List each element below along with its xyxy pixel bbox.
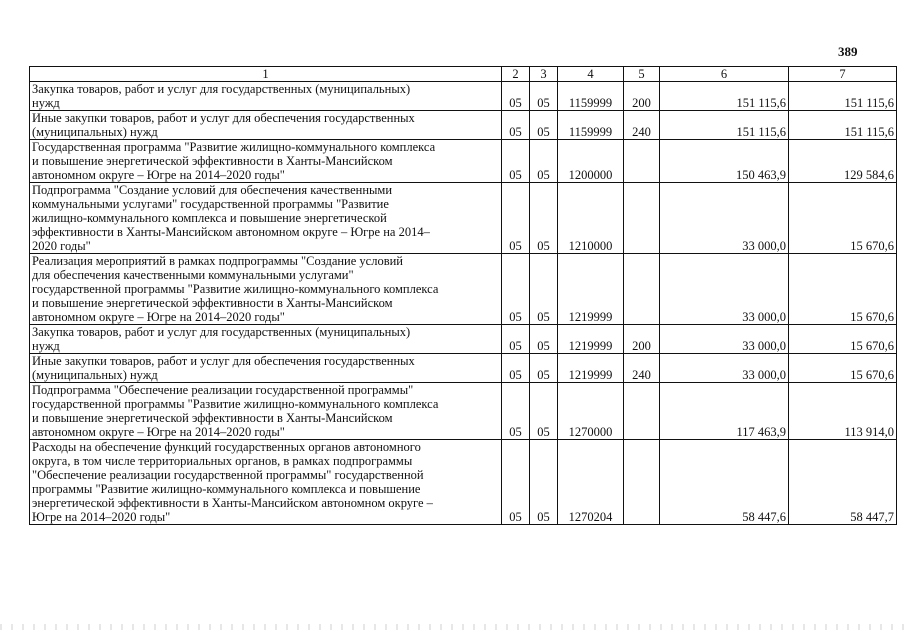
col-header-1: 1 [30, 67, 502, 82]
header-row [30, 67, 897, 82]
row-amount-2: 15 670,6 [789, 325, 897, 354]
col-header-3: 3 [530, 67, 558, 82]
row-expense-type: 200 [624, 325, 660, 354]
row-target-code: 1270000 [558, 383, 624, 440]
table-row [30, 254, 897, 325]
row-section: 05 [502, 183, 530, 254]
row-name: Реализация мероприятий в рамках подпрограммы "Создание условий для обеспечения качественными коммунальными услугами" государственной программы "Развитие жилищно-коммунального комплекса и повышение энергетической эффективности в Ханты-Мансийском автономном округе – Югре на 2014–2020 годы" [30, 254, 502, 325]
row-name: Подпрограмма "Обеспечение реализации государственной программы" государственной программы "Развитие жилищно-коммунального комплекса и повышение энергетической эффективности в Ханты-Мансийском автономном округе – Югре на 2014–2020 годы" [30, 383, 502, 440]
row-name: Государственная программа "Развитие жилищно-коммунального комплекса и повышение энергетической эффективности в Ханты-Мансийском автономном округе – Югре на 2014–2020 годы" [30, 140, 502, 183]
row-target-code: 1219999 [558, 354, 624, 383]
row-target-code: 1200000 [558, 140, 624, 183]
row-expense-type: 200 [624, 82, 660, 111]
row-amount-2: 151 115,6 [789, 82, 897, 111]
row-target-code: 1210000 [558, 183, 624, 254]
col-header-7: 7 [789, 67, 897, 82]
row-section: 05 [502, 354, 530, 383]
table-row [30, 140, 897, 183]
table-row [30, 183, 897, 254]
row-amount-1: 33 000,0 [660, 183, 789, 254]
row-subsection: 05 [530, 325, 558, 354]
row-section: 05 [502, 140, 530, 183]
row-amount-2: 15 670,6 [789, 354, 897, 383]
page-number: 389 [838, 44, 858, 59]
budget-table [29, 66, 897, 525]
row-section: 05 [502, 325, 530, 354]
col-header-6: 6 [660, 67, 789, 82]
row-subsection: 05 [530, 354, 558, 383]
row-expense-type [624, 440, 660, 525]
row-expense-type: 240 [624, 111, 660, 140]
row-target-code: 1159999 [558, 82, 624, 111]
table-row [30, 325, 897, 354]
row-target-code: 1270204 [558, 440, 624, 525]
row-expense-type [624, 183, 660, 254]
scan-noise [0, 624, 905, 630]
col-header-5: 5 [624, 67, 660, 82]
row-section: 05 [502, 254, 530, 325]
row-amount-2: 129 584,6 [789, 140, 897, 183]
row-amount-2: 113 914,0 [789, 383, 897, 440]
col-header-2: 2 [502, 67, 530, 82]
row-target-code: 1159999 [558, 111, 624, 140]
row-expense-type [624, 254, 660, 325]
row-amount-1: 151 115,6 [660, 111, 789, 140]
table-row [30, 354, 897, 383]
row-subsection: 05 [530, 383, 558, 440]
row-name: Расходы на обеспечение функций государственных органов автономного округа, в том числе территориальных органов, в рамках подпрограммы "Обеспечение реализации государственной программы" государственной программы "Развитие жилищно-коммунального комплекса и повышение энергетической эффективности в Ханты-Мансийском автономном округе – Югре на 2014–2020 годы" [30, 440, 502, 525]
row-amount-1: 150 463,9 [660, 140, 789, 183]
row-name: Закупка товаров, работ и услуг для государственных (муниципальных) нужд [30, 325, 502, 354]
row-section: 05 [502, 111, 530, 140]
row-name: Подпрограмма "Создание условий для обеспечения качественными коммунальными услугами" государственной программы "Развитие жилищно-коммунального комплекса и повышение энергетической эффективности в Ханты-Мансийском автономном округе – Югре на 2014– 2020 годы" [30, 183, 502, 254]
table-row [30, 383, 897, 440]
row-name: Иные закупки товаров, работ и услуг для обеспечения государственных (муниципальных) нужд [30, 354, 502, 383]
col-header-4: 4 [558, 67, 624, 82]
row-subsection: 05 [530, 254, 558, 325]
row-expense-type [624, 383, 660, 440]
row-subsection: 05 [530, 140, 558, 183]
row-subsection: 05 [530, 183, 558, 254]
row-subsection: 05 [530, 111, 558, 140]
row-section: 05 [502, 440, 530, 525]
row-expense-type [624, 140, 660, 183]
row-amount-2: 15 670,6 [789, 254, 897, 325]
row-amount-2: 151 115,6 [789, 111, 897, 140]
row-subsection: 05 [530, 440, 558, 525]
row-name: Закупка товаров, работ и услуг для государственных (муниципальных) нужд [30, 82, 502, 111]
row-amount-1: 58 447,6 [660, 440, 789, 525]
row-amount-2: 15 670,6 [789, 183, 897, 254]
row-amount-2: 58 447,7 [789, 440, 897, 525]
row-expense-type: 240 [624, 354, 660, 383]
row-amount-1: 33 000,0 [660, 254, 789, 325]
row-section: 05 [502, 82, 530, 111]
row-target-code: 1219999 [558, 325, 624, 354]
row-amount-1: 117 463,9 [660, 383, 789, 440]
row-target-code: 1219999 [558, 254, 624, 325]
table-row [30, 111, 897, 140]
row-amount-1: 151 115,6 [660, 82, 789, 111]
row-subsection: 05 [530, 82, 558, 111]
row-amount-1: 33 000,0 [660, 325, 789, 354]
table-row [30, 82, 897, 111]
row-amount-1: 33 000,0 [660, 354, 789, 383]
row-name: Иные закупки товаров, работ и услуг для обеспечения государственных (муниципальных) нужд [30, 111, 502, 140]
row-section: 05 [502, 383, 530, 440]
table-row [30, 440, 897, 525]
